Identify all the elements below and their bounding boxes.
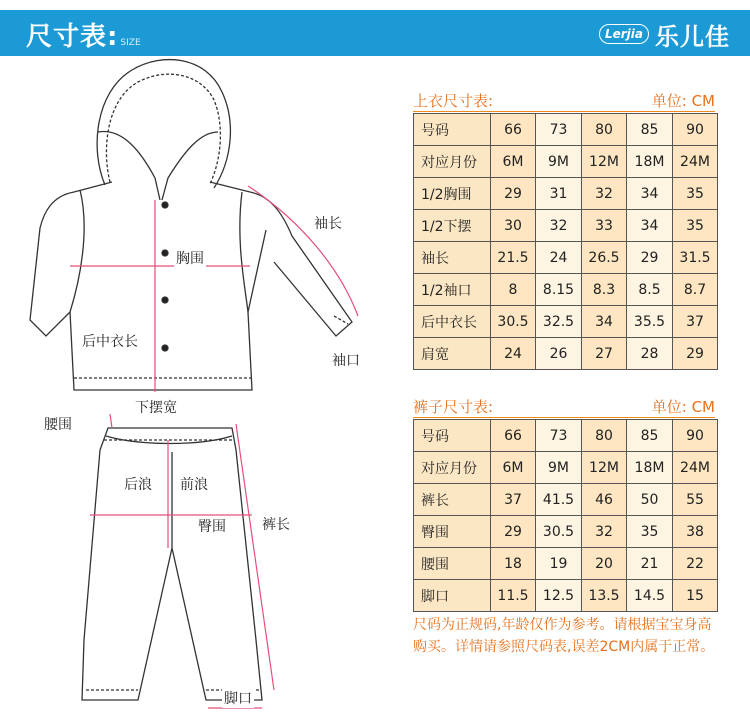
table-row bbox=[414, 178, 718, 210]
row-header-cell: 号码 bbox=[414, 420, 491, 452]
label-hip: 臀围 bbox=[196, 516, 228, 536]
measure-lines bbox=[70, 186, 358, 708]
row-header-cell: 肩宽 bbox=[414, 338, 491, 370]
row-header-cell: 对应月份 bbox=[414, 146, 491, 178]
table-cell: 24 bbox=[536, 242, 582, 274]
table-cell: 85 bbox=[627, 420, 673, 452]
table-row bbox=[414, 338, 718, 370]
table-cell: 32 bbox=[536, 210, 582, 242]
table-cell: 18 bbox=[491, 548, 536, 580]
row-header-cell: 脚口 bbox=[414, 580, 491, 612]
table-cell: 6M bbox=[491, 452, 536, 484]
table-cell: 22 bbox=[673, 548, 718, 580]
bottom-size-table bbox=[413, 419, 718, 612]
top-size-table bbox=[413, 113, 718, 370]
table-cell: 8.5 bbox=[627, 274, 673, 306]
label-chest: 胸围 bbox=[174, 248, 206, 268]
bottom-table-heading bbox=[413, 396, 715, 418]
table-row bbox=[414, 580, 718, 612]
table-row bbox=[414, 242, 718, 274]
table-cell: 31 bbox=[536, 178, 582, 210]
table-row bbox=[414, 274, 718, 306]
table-cell: 37 bbox=[491, 484, 536, 516]
table-cell: 28 bbox=[627, 338, 673, 370]
table-cell: 11.5 bbox=[491, 580, 536, 612]
table-cell: 32.5 bbox=[536, 306, 582, 338]
row-header-cell: 腰围 bbox=[414, 548, 491, 580]
table-cell: 35.5 bbox=[627, 306, 673, 338]
row-header-cell: 1/2袖口 bbox=[414, 274, 491, 306]
table-cell: 24M bbox=[673, 146, 718, 178]
table-cell: 50 bbox=[627, 484, 673, 516]
brand-logo: Lerjia bbox=[599, 24, 649, 44]
table-cell: 35 bbox=[627, 516, 673, 548]
table-cell: 31.5 bbox=[673, 242, 718, 274]
table-cell: 38 bbox=[673, 516, 718, 548]
table-cell: 13.5 bbox=[582, 580, 627, 612]
table-cell: 30.5 bbox=[536, 516, 582, 548]
label-sleeve-length: 袖长 bbox=[312, 213, 344, 233]
table-cell: 8 bbox=[491, 274, 536, 306]
table-cell: 41.5 bbox=[536, 484, 582, 516]
label-cuff: 袖口 bbox=[330, 350, 362, 370]
table-cell: 9M bbox=[536, 146, 582, 178]
page-title-text: 尺寸表: bbox=[26, 22, 119, 52]
label-front-rise: 前浪 bbox=[178, 474, 210, 494]
label-back-length: 后中衣长 bbox=[80, 331, 140, 351]
table-cell: 8.7 bbox=[673, 274, 718, 306]
table-row bbox=[414, 306, 718, 338]
table-row bbox=[414, 452, 718, 484]
table-cell: 30 bbox=[491, 210, 536, 242]
table-cell: 18M bbox=[627, 452, 673, 484]
table-cell: 34 bbox=[582, 306, 627, 338]
top-table-heading bbox=[413, 90, 715, 112]
table-cell: 6M bbox=[491, 146, 536, 178]
table-cell: 26 bbox=[536, 338, 582, 370]
table-cell: 8.3 bbox=[582, 274, 627, 306]
table-cell: 24 bbox=[491, 338, 536, 370]
brand-name: 乐儿佳 bbox=[655, 22, 730, 51]
table-cell: 27 bbox=[582, 338, 627, 370]
table-cell: 9M bbox=[536, 452, 582, 484]
table-cell: 14.5 bbox=[627, 580, 673, 612]
table-cell: 66 bbox=[491, 114, 536, 146]
table-row bbox=[414, 146, 718, 178]
row-header-cell: 号码 bbox=[414, 114, 491, 146]
table-cell: 73 bbox=[536, 114, 582, 146]
table-cell: 32 bbox=[582, 516, 627, 548]
table-cell: 12.5 bbox=[536, 580, 582, 612]
table-cell: 29 bbox=[491, 178, 536, 210]
table-cell: 66 bbox=[491, 420, 536, 452]
table-cell: 24M bbox=[673, 452, 718, 484]
row-header-cell: 后中衣长 bbox=[414, 306, 491, 338]
table-cell: 15 bbox=[673, 580, 718, 612]
size-note: 尺码为正规码,年龄仅作为参考。请根据宝宝身高购买。详情请参照尺码表,误差2CM内属于正常。 bbox=[413, 617, 715, 655]
row-header-cell: 1/2胸围 bbox=[414, 178, 491, 210]
table-cell: 90 bbox=[673, 114, 718, 146]
pants-drawing bbox=[82, 428, 262, 700]
table-cell: 34 bbox=[627, 178, 673, 210]
bottom-table-title: 裤子尺寸表: bbox=[413, 398, 494, 416]
table-cell: 12M bbox=[582, 146, 627, 178]
table-cell: 80 bbox=[582, 420, 627, 452]
table-row bbox=[414, 484, 718, 516]
table-cell: 73 bbox=[536, 420, 582, 452]
top-table-unit: 单位: CM bbox=[651, 92, 715, 110]
top-table-title: 上衣尺寸表: bbox=[413, 92, 494, 110]
table-cell: 18M bbox=[627, 146, 673, 178]
row-header-cell: 臀围 bbox=[414, 516, 491, 548]
table-cell: 34 bbox=[627, 210, 673, 242]
table-cell: 85 bbox=[627, 114, 673, 146]
table-cell: 12M bbox=[582, 452, 627, 484]
table-row bbox=[414, 516, 718, 548]
table-cell: 29 bbox=[627, 242, 673, 274]
table-cell: 46 bbox=[582, 484, 627, 516]
table-row bbox=[414, 114, 718, 146]
table-cell: 21.5 bbox=[491, 242, 536, 274]
table-cell: 32 bbox=[582, 178, 627, 210]
row-header-cell: 裤长 bbox=[414, 484, 491, 516]
table-row bbox=[414, 210, 718, 242]
table-cell: 55 bbox=[673, 484, 718, 516]
table-cell: 80 bbox=[582, 114, 627, 146]
row-header-cell: 对应月份 bbox=[414, 452, 491, 484]
table-cell: 37 bbox=[673, 306, 718, 338]
label-pants-length: 裤长 bbox=[260, 514, 292, 534]
table-row bbox=[414, 548, 718, 580]
table-cell: 29 bbox=[491, 516, 536, 548]
table-cell: 20 bbox=[582, 548, 627, 580]
label-hem-width: 下摆宽 bbox=[133, 397, 179, 417]
label-back-rise: 后浪 bbox=[122, 474, 154, 494]
table-cell: 26.5 bbox=[582, 242, 627, 274]
brand bbox=[599, 18, 730, 50]
jacket-drawing bbox=[30, 60, 352, 390]
table-cell: 35 bbox=[673, 210, 718, 242]
table-cell: 8.15 bbox=[536, 274, 582, 306]
label-waist: 腰围 bbox=[42, 414, 74, 434]
bottom-table-unit: 单位: CM bbox=[651, 398, 715, 416]
table-cell: 33 bbox=[582, 210, 627, 242]
table-cell: 21 bbox=[627, 548, 673, 580]
label-leg-opening: 脚口 bbox=[222, 688, 254, 708]
row-header-cell: 1/2下摆 bbox=[414, 210, 491, 242]
table-cell: 35 bbox=[673, 178, 718, 210]
row-header-cell: 袖长 bbox=[414, 242, 491, 274]
table-cell: 90 bbox=[673, 420, 718, 452]
table-cell: 19 bbox=[536, 548, 582, 580]
page-subtitle: SIZE bbox=[120, 38, 141, 48]
table-cell: 30.5 bbox=[491, 306, 536, 338]
table-cell: 29 bbox=[673, 338, 718, 370]
table-row bbox=[414, 420, 718, 452]
